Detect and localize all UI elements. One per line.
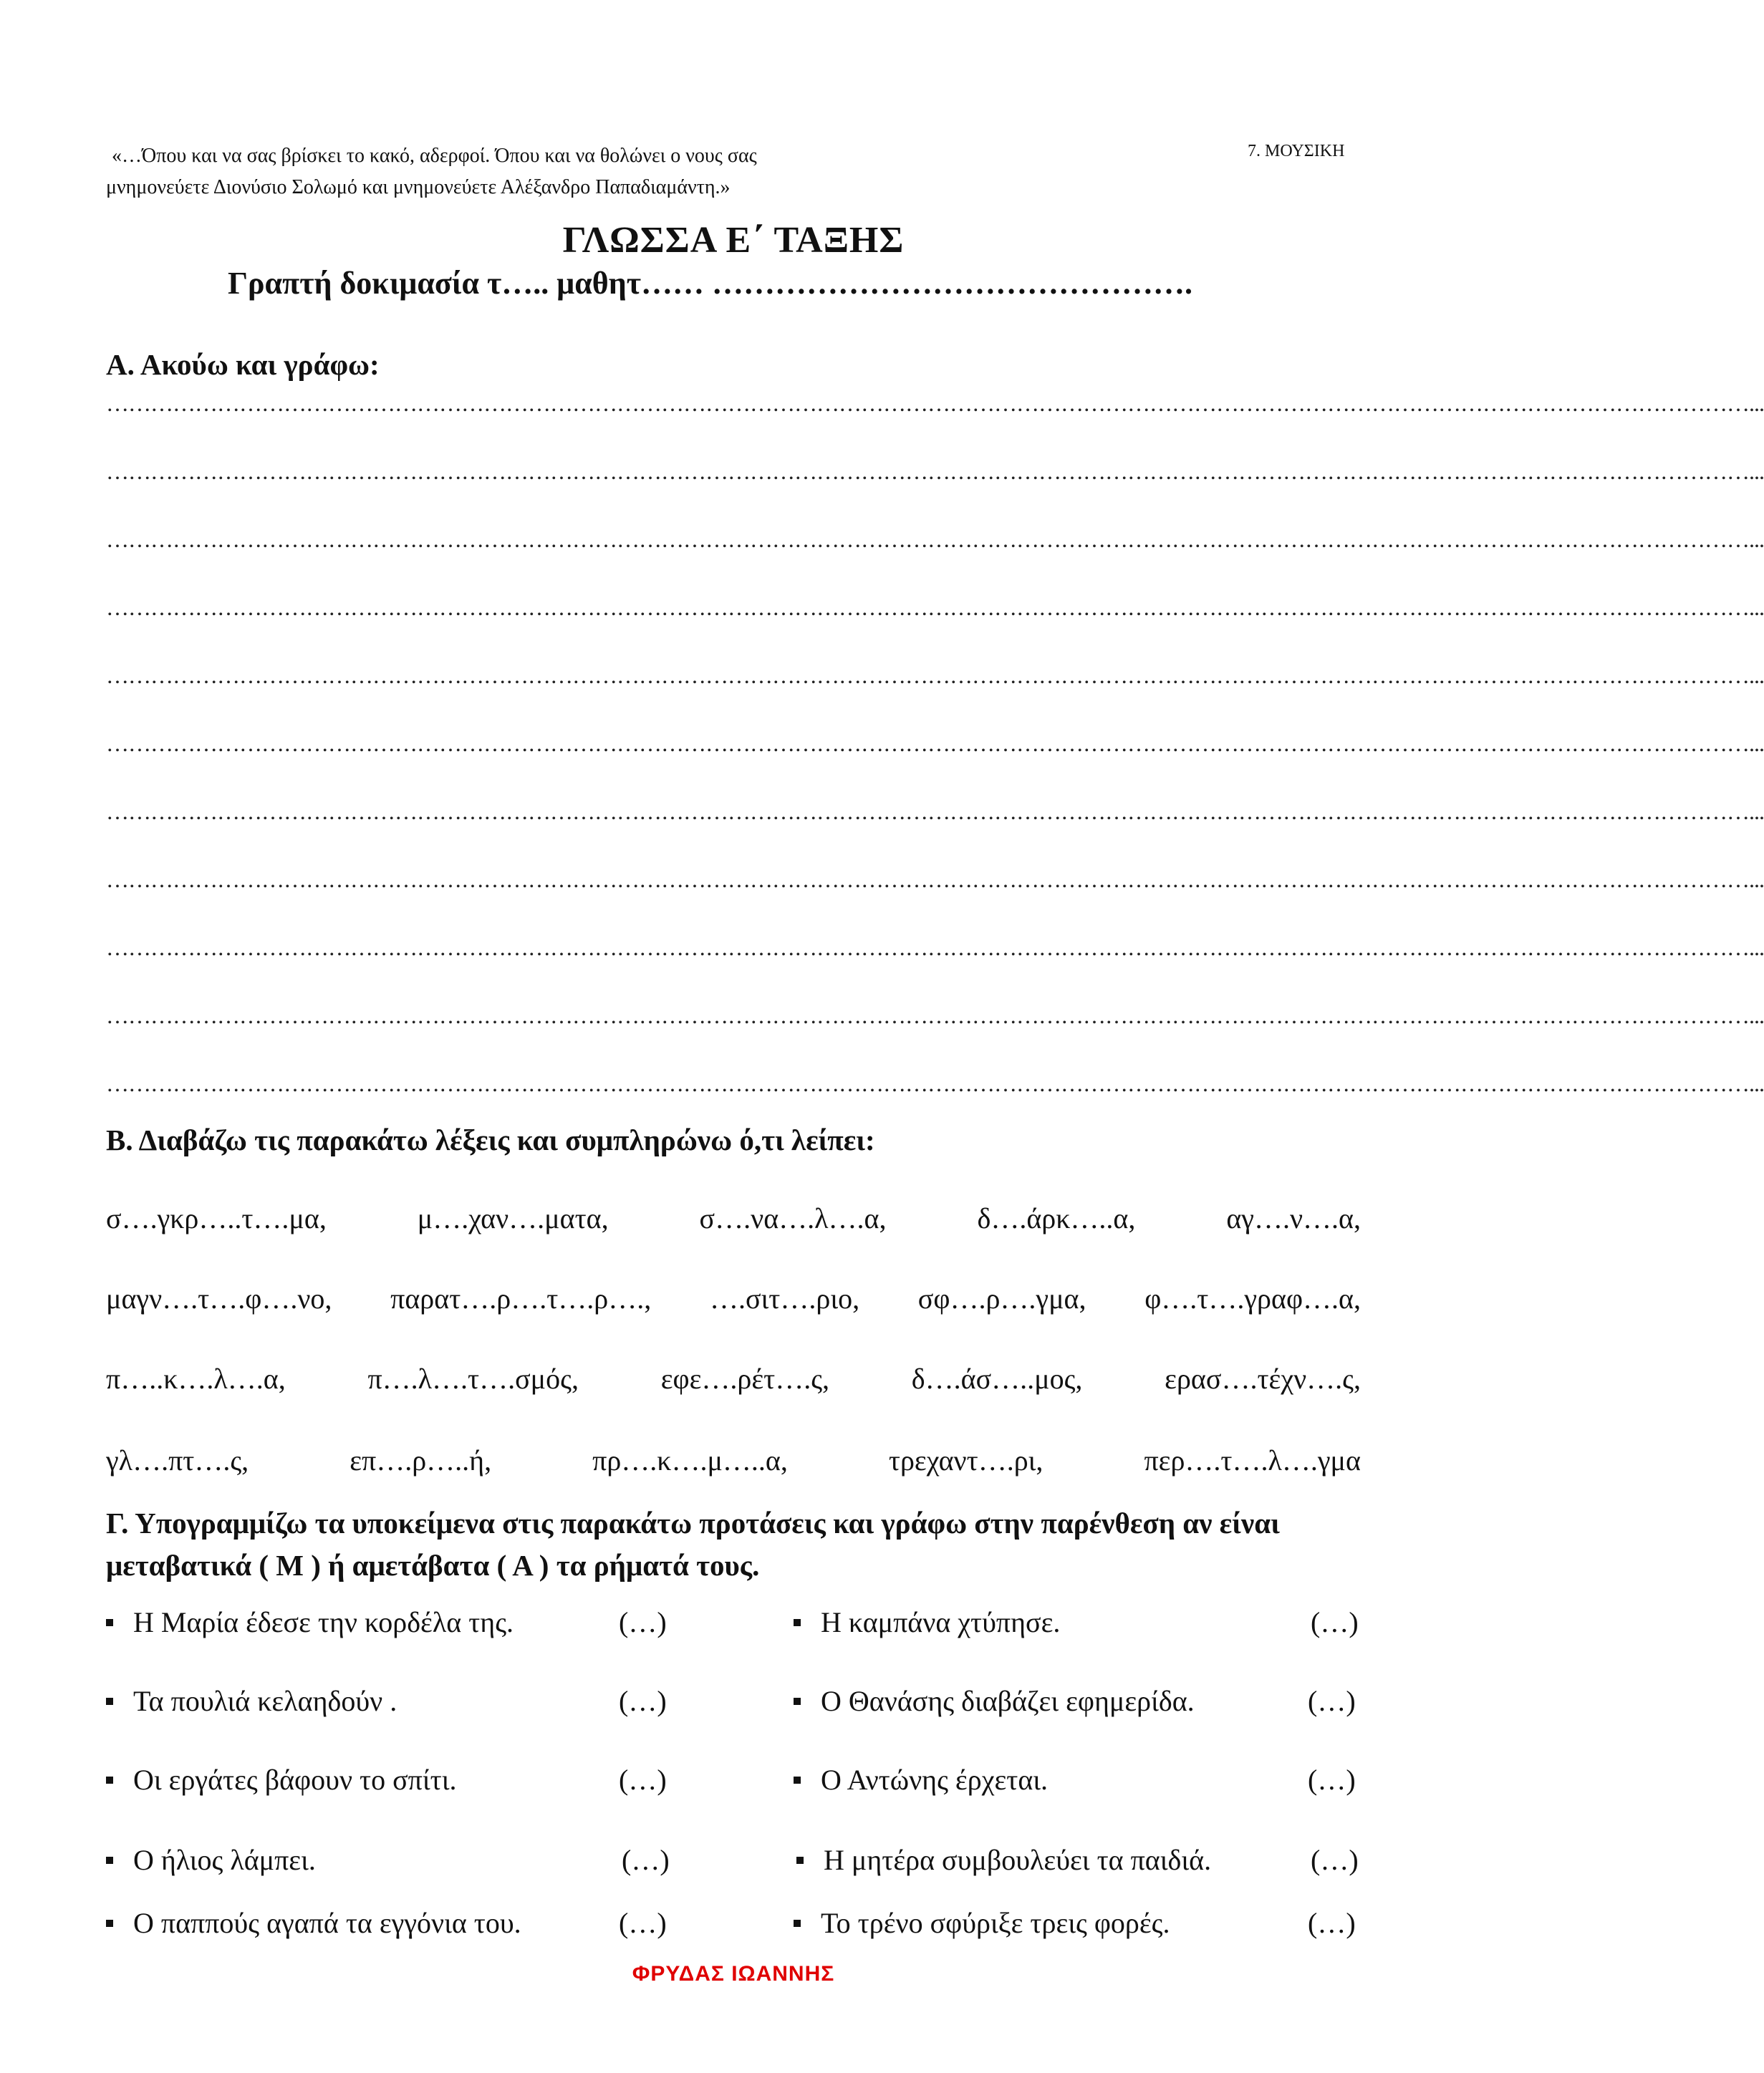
answer-paren[interactable]: (…)	[619, 1685, 667, 1717]
answer-paren[interactable]: (…)	[619, 1907, 667, 1939]
answer-paren[interactable]: (…)	[1311, 1606, 1359, 1638]
bullet-icon	[106, 1619, 113, 1626]
sentence-text: Τα πουλιά κελαηδούν .	[133, 1685, 397, 1717]
word-row-3	[106, 1362, 1361, 1396]
dictation-line[interactable]: ……………………………………………………………………………………………………………………………………………………………………………………………………...	[106, 594, 1764, 620]
section-a-heading: Α. Ακούω και γράφω:	[106, 348, 380, 381]
dictation-line[interactable]: ……………………………………………………………………………………………………………………………………………………………………………………………………...	[106, 730, 1764, 756]
bullet-icon	[106, 1920, 113, 1927]
answer-paren[interactable]: (…)	[619, 1764, 667, 1796]
answer-paren[interactable]: (…)	[1308, 1764, 1356, 1796]
sentence-text: Η μητέρα συμβουλεύει τα παιδιά.	[824, 1844, 1212, 1876]
dictation-line[interactable]: ……………………………………………………………………………………………………………………………………………………………………………………………………...	[106, 662, 1764, 688]
answer-paren[interactable]: (…)	[1308, 1685, 1356, 1717]
section-tag: 7. ΜΟΥΣΙΚΗ	[1248, 142, 1345, 160]
dictation-line[interactable]: ……………………………………………………………………………………………………………………………………………………………………………………………………...	[106, 458, 1764, 484]
word-blank[interactable]: τρεχαντ….ρι,	[888, 1444, 1044, 1477]
word-blank[interactable]: γλ….πτ….ς,	[106, 1444, 249, 1477]
word-blank[interactable]: δ….άρκ…..α,	[977, 1202, 1136, 1234]
dictation-line[interactable]: ……………………………………………………………………………………………………………………………………………………………………………………………………...	[106, 934, 1764, 960]
word-blank[interactable]: φ….τ….γραφ….α,	[1144, 1282, 1361, 1315]
bullet-icon	[794, 1698, 801, 1705]
word-blank[interactable]: π…..κ….λ….α,	[106, 1363, 286, 1395]
bullet-icon	[794, 1920, 801, 1927]
sentence-left-4	[106, 1843, 316, 1877]
word-blank[interactable]: σ….γκρ…..τ….μα,	[106, 1202, 327, 1234]
word-blank[interactable]: αγ….ν….α,	[1226, 1202, 1361, 1234]
sentence-text: Οι εργάτες βάφουν το σπίτι.	[133, 1764, 457, 1796]
word-blank[interactable]: σ….να….λ….α,	[699, 1202, 887, 1234]
bullet-icon	[796, 1857, 804, 1864]
answer-paren[interactable]: (…)	[1308, 1907, 1356, 1939]
word-blank[interactable]: π….λ….τ….σμός,	[367, 1363, 579, 1395]
word-row-2	[106, 1282, 1361, 1315]
sentence-left-2	[106, 1684, 397, 1718]
word-blank[interactable]: δ….άσ…..μος,	[911, 1363, 1083, 1395]
word-blank[interactable]: ….σιτ….ριο,	[709, 1282, 860, 1315]
sentence-left-5	[106, 1906, 521, 1940]
word-blank[interactable]: ερασ….τέχν….ς,	[1165, 1363, 1361, 1395]
sentence-text: Ο παππούς αγαπά τα εγγόνια του.	[133, 1907, 521, 1939]
word-blank[interactable]: πρ….κ….μ…..α,	[592, 1444, 788, 1477]
sentence-left-3	[106, 1763, 456, 1797]
author-footer: ΦΡΥΔΑΣ ΙΩΑΝΝΗΣ	[632, 1962, 835, 1986]
dictation-line[interactable]: ……………………………………………………………………………………………………………………………………………………………………………………………………...	[106, 1002, 1764, 1028]
word-blank[interactable]: σφ….ρ….γμα,	[917, 1282, 1086, 1315]
word-blank[interactable]: παρατ….ρ….τ….ρ….,	[390, 1282, 652, 1315]
word-blank[interactable]: εφε….ρέτ….ς,	[660, 1363, 830, 1395]
answer-paren[interactable]: (…)	[619, 1606, 667, 1638]
word-blank[interactable]: μ….χαν….ματα,	[417, 1202, 609, 1234]
dictation-line[interactable]: ……………………………………………………………………………………………………………………………………………………………………………………………………...	[106, 866, 1764, 892]
test-subtitle: Γραπτή δοκιμασία τ….. μαθητ…… ……………………………………….	[228, 266, 1193, 301]
word-row-4	[106, 1444, 1361, 1477]
sentence-right-4	[796, 1843, 1211, 1877]
sentence-right-5	[794, 1906, 1170, 1940]
word-blank[interactable]: περ….τ….λ….γμα	[1144, 1444, 1361, 1477]
bullet-icon	[106, 1857, 113, 1864]
sentence-right-2	[794, 1684, 1195, 1718]
sentence-text: Η καμπάνα χτύπησε.	[821, 1606, 1061, 1638]
sentence-text: Ο Θανάσης διαβάζει εφημερίδα.	[821, 1685, 1195, 1717]
answer-paren[interactable]: (…)	[1311, 1844, 1359, 1876]
sentence-right-3	[794, 1763, 1048, 1797]
answer-paren[interactable]: (…)	[622, 1844, 670, 1876]
bullet-icon	[794, 1619, 801, 1626]
sentence-text: Το τρένο σφύριξε τρεις φορές.	[821, 1907, 1170, 1939]
quote-line-2: μνημονεύετε Διονύσιο Σολωμό και μνημονεύετε Αλέξανδρο Παπαδιαμάντη.»	[106, 176, 731, 198]
sentence-left-1	[106, 1605, 514, 1639]
quote-line-1: «…Όπου και να σας βρίσκει το κακό, αδερφοί. Όπου και να θολώνει ο νους σας	[112, 145, 757, 167]
sentence-right-1	[794, 1605, 1060, 1639]
sentence-text: Ο ήλιος λάμπει.	[133, 1844, 316, 1876]
bullet-icon	[794, 1777, 801, 1784]
dictation-line[interactable]: ……………………………………………………………………………………………………………………………………………………………………………………………………...	[106, 1071, 1764, 1096]
bullet-icon	[106, 1777, 113, 1784]
section-c-heading: Γ. Υπογραμμίζω τα υποκείμενα στις παρακάτω προτάσεις και γράφω στην παρένθεση αν είναι μεταβατικά ( Μ ) ή αμετάβατα ( Α ) τα ρήματά τους.	[106, 1507, 1280, 1582]
dictation-line[interactable]: ……………………………………………………………………………………………………………………………………………………………………………………………………...	[106, 526, 1764, 552]
header-quote	[106, 140, 757, 203]
word-blank[interactable]: επ….ρ…..ή,	[350, 1444, 492, 1477]
sentence-text: Ο Αντώνης έρχεται.	[821, 1764, 1049, 1796]
dictation-line[interactable]: ……………………………………………………………………………………………………………………………………………………………………………………………………...	[106, 798, 1764, 824]
page-title: ΓΛΩΣΣΑ Ε΄ ΤΑΞΗΣ	[562, 220, 905, 261]
section-b-heading: Β. Διαβάζω τις παρακάτω λέξεις και συμπληρώνω ό,τι λείπει:	[106, 1124, 875, 1156]
word-row-1	[106, 1202, 1361, 1235]
sentence-text: Η Μαρία έδεσε την κορδέλα της.	[133, 1606, 514, 1638]
bullet-icon	[106, 1698, 113, 1705]
word-blank[interactable]: μαγν….τ….φ….νο,	[106, 1282, 332, 1315]
dictation-line[interactable]: ……………………………………………………………………………………………………………………………………………………………………………………………………...	[106, 390, 1764, 416]
